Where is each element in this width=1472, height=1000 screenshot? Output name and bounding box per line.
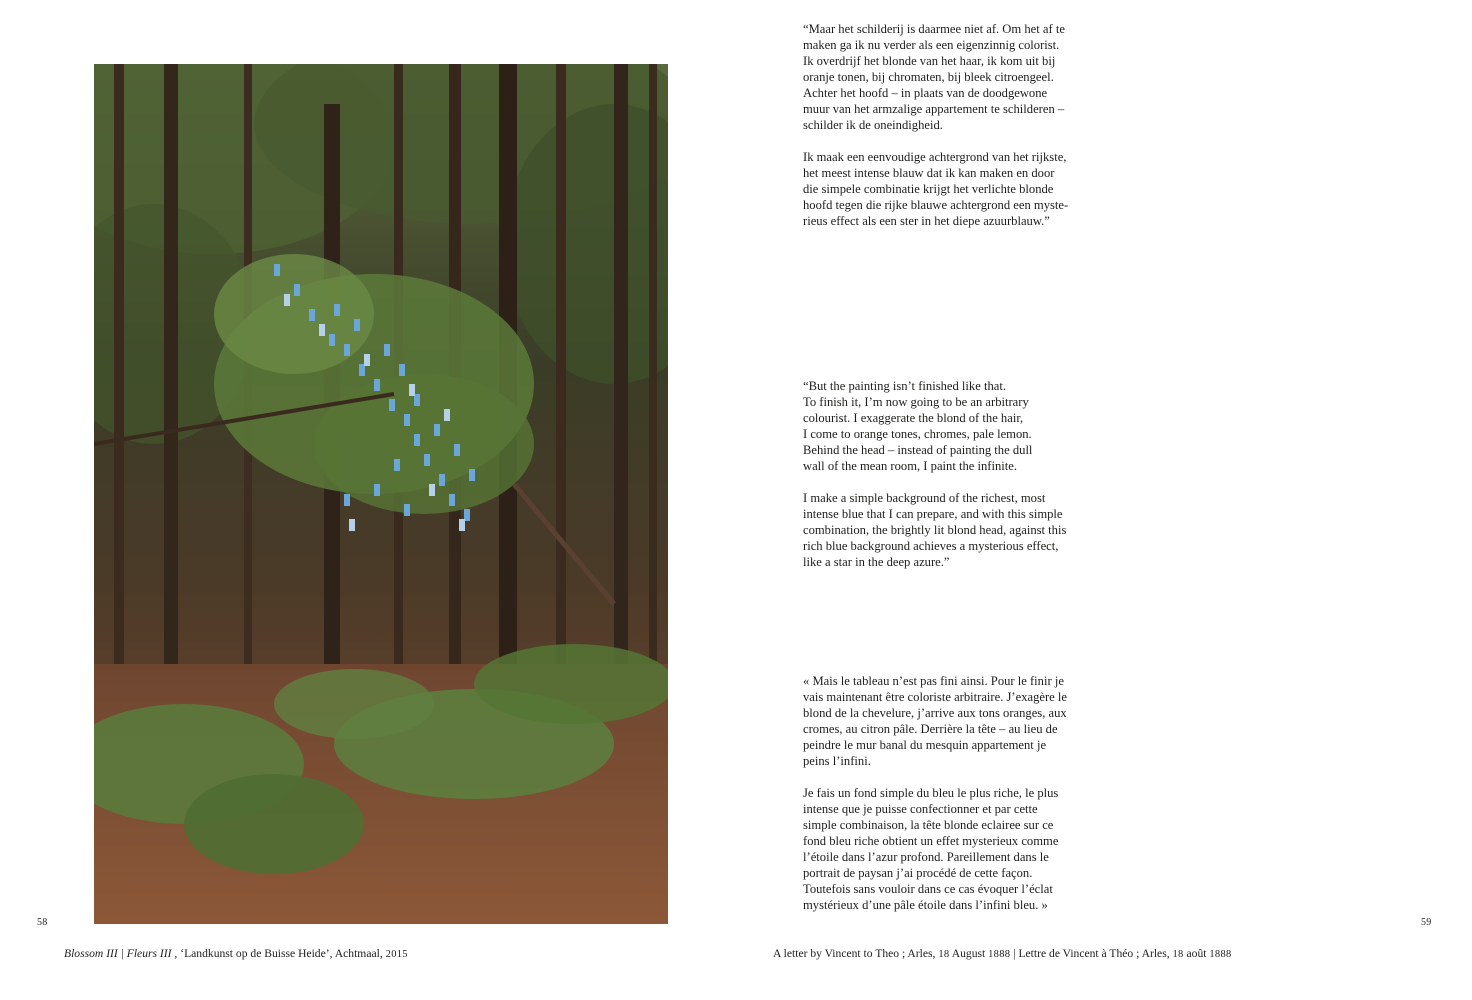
french-paragraph-2: Je fais un fond simple du bleu le plus riche, le plus intense que je puisse confectionner et par cette simple combinaison, la tête blonde eclairee sur ce fond bleu riche obtient un effet mysterieux comme l’étoile dans l’azur profond. Pareillement dans le portrait de paysan j’ai procédé de cette façon. Toutefois sans vouloir dans ce cas évoquer l’éclat mystérieux d’une pâle étoile dans l’infini bleu. » bbox=[803, 786, 1059, 912]
letter-caption bbox=[773, 947, 1232, 960]
forest-photo bbox=[94, 64, 668, 924]
letter-caption-part1: A letter by Vincent to Theo ; Arles, bbox=[773, 947, 939, 960]
french-quote bbox=[803, 673, 1103, 913]
english-paragraph-2: I make a simple background of the richest, most intense blue that I can prepare, and with this simple combination, the brightly lit blond head, against this rich blue background achieves a mysterious effect, like a star in the deep azure.” bbox=[803, 491, 1067, 569]
french-paragraph-1: « Mais le tableau n’est pas fini ainsi. Pour le finir je vais maintenant être coloriste arbitraire. J’exagère le blond de la chevelure, j’arrive aux tons oranges, aux cromes, au citron pâle. Derrière la tête – au lieu de peindre le mur banal du mesquin appartement je peins l’infini. bbox=[803, 674, 1067, 768]
photo-caption bbox=[64, 947, 408, 960]
forest-photo-illustration bbox=[94, 64, 668, 924]
letter-caption-part2: August bbox=[949, 947, 989, 960]
letter-date2-year: 1888 bbox=[1209, 949, 1232, 960]
caption-title-rest: ‘Landkunst op de Buisse Heide’, Achtmaal, bbox=[177, 947, 386, 960]
letter-date1-year: 1888 bbox=[988, 949, 1011, 960]
dutch-quote bbox=[803, 21, 1103, 229]
caption-year: 2015 bbox=[385, 949, 408, 960]
english-paragraph-1: “But the painting isn’t finished like that. To finish it, I’m now going to be an arbitrary colourist. I exaggerate the blond of the hair, I come to orange tones, chromes, pale lemon. Behind the head – instead of painting the dull wall of the mean room, I paint the infinite. bbox=[803, 379, 1033, 473]
dutch-paragraph-1: “Maar het schilderij is daarmee niet af. Om het af te maken ga ik nu verder als een eigenzinnig colorist. Ik overdrijf het blonde van het haar, ik kom uit bij oranje tonen, bij chromaten, bij bleek citroengeel. Achter het hoofd – in plaats van de doodgewone muur van het armzalige appartement te schilderen – schilder ik de oneindigheid. bbox=[803, 22, 1065, 132]
page-number-right: 59 bbox=[1421, 917, 1432, 928]
letter-date2-day: 18 bbox=[1172, 949, 1184, 960]
letter-date1-day: 18 bbox=[938, 949, 950, 960]
dutch-paragraph-2: Ik maak een eenvoudige achtergrond van het rijkste, het meest intense blauw dat ik kan maken en door die simpele combinatie krijgt het verlichte blonde hoofd tegen die rijke blauwe achtergrond een myste- rieus effect als een ster in het diepe azuurblauw.” bbox=[803, 150, 1069, 228]
page-number-left: 58 bbox=[37, 917, 48, 928]
english-quote bbox=[803, 378, 1103, 570]
letter-caption-part3: | Lettre de Vincent à Théo ; Arles, bbox=[1010, 947, 1173, 960]
letter-caption-part4: août bbox=[1183, 947, 1210, 960]
caption-title-italic: Blossom III | Fleurs III , bbox=[64, 947, 178, 960]
